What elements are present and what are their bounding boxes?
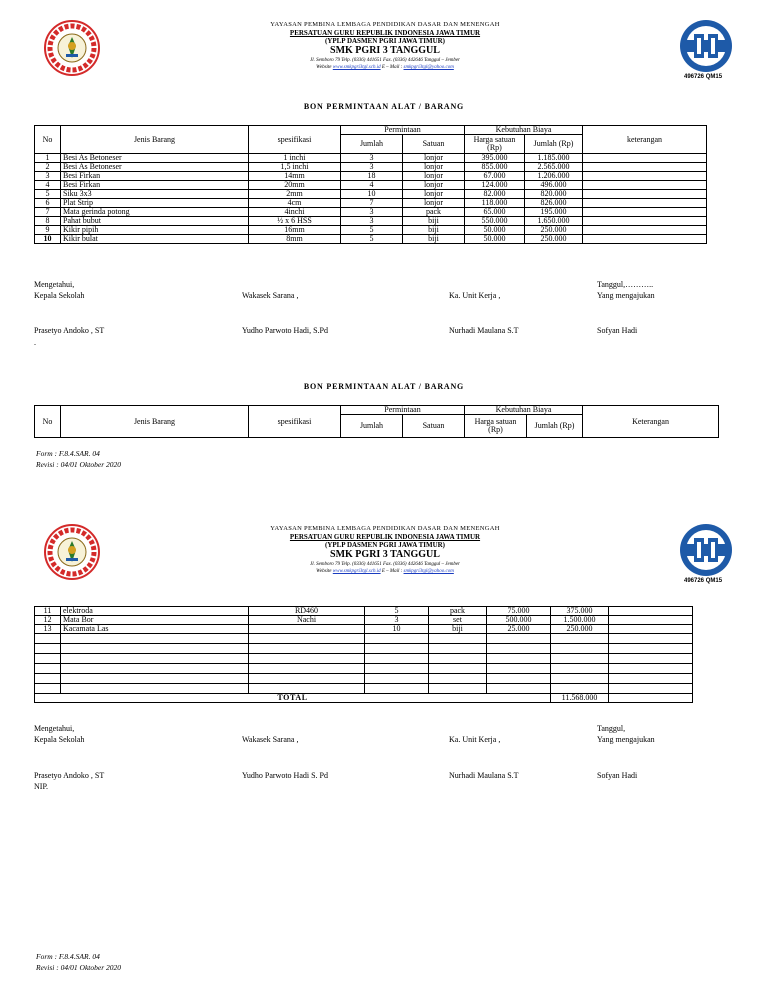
cell-satuan: biji: [429, 625, 487, 634]
empty-cell: [551, 684, 609, 694]
cell-total: 250.000: [551, 625, 609, 634]
cell-no: 9: [35, 226, 61, 235]
cell-jenis: Besi As Betoneser: [61, 163, 249, 172]
cell-jenis: Plat Strip: [61, 199, 249, 208]
header2-kebutuhan: Kebutuhan Biaya: [465, 406, 583, 415]
header-permintaan: Permintaan: [341, 126, 465, 135]
header-spesifikasi: spesifikasi: [249, 126, 341, 154]
cell-no: 12: [35, 616, 61, 625]
empty-cell: [609, 634, 693, 644]
empty-cell: [249, 644, 365, 654]
cell-jenis: elektroda: [61, 607, 249, 616]
empty-cell: [61, 684, 249, 694]
empty-cell: [429, 654, 487, 664]
empty-cell: [429, 664, 487, 674]
table-row: [35, 163, 707, 172]
table-row: [35, 616, 693, 625]
continuation-table: [34, 606, 693, 703]
cell-satuan: lonjor: [403, 172, 465, 181]
cell-spek: 1 inchi: [249, 154, 341, 163]
empty-cell: [609, 684, 693, 694]
cell-jumlah: 3: [341, 163, 403, 172]
cell-spek: 14mm: [249, 172, 341, 181]
form-code: Form : F.8.4.SAR. 04: [36, 449, 100, 458]
cell-spek: Nachi: [249, 616, 365, 625]
form-code: Form : F.8.4.SAR. 04: [36, 952, 100, 961]
cell-no: 5: [35, 190, 61, 199]
cell-spek: 2mm: [249, 190, 341, 199]
cell-harga: 50.000: [465, 235, 525, 244]
revision: Revisi : 04/01 Oktober 2020: [36, 963, 121, 972]
letterhead-top: [0, 18, 768, 98]
empty-cell: [551, 674, 609, 684]
association-abbrev: (YPLP DASMEN PGRI JAWA TIMUR): [324, 541, 446, 549]
continuation-table-body: [35, 607, 693, 703]
cell-keterangan: [609, 694, 693, 703]
header-jenis: Jenis Barang: [61, 126, 249, 154]
cell-jenis: Kikir bulat: [61, 235, 249, 244]
header2-no: No: [35, 406, 61, 438]
table-row: [35, 154, 707, 163]
cell-keterangan: [583, 226, 707, 235]
pengaju-name: Sofyan Hadi: [597, 326, 638, 335]
pgri-logo-icon: [44, 20, 100, 76]
cell-jenis: Mata Bor: [61, 616, 249, 625]
cell-satuan: pack: [429, 607, 487, 616]
cell-keterangan: [609, 616, 693, 625]
cell-jumlah: 3: [341, 208, 403, 217]
cell-total: 826.000: [525, 199, 583, 208]
empty-cell: [429, 684, 487, 694]
revision: Revisi : 04/01 Oktober 2020: [36, 460, 121, 469]
empty-cell: [365, 654, 429, 664]
cell-satuan: lonjor: [403, 154, 465, 163]
iso-code: 496726 QM15: [684, 578, 723, 584]
cell-spek: [249, 625, 365, 634]
table-row: [35, 625, 693, 634]
table-row: [35, 208, 707, 217]
total-row: [35, 694, 693, 703]
cell-total: 250.000: [525, 226, 583, 235]
cell-satuan: lonjor: [403, 163, 465, 172]
empty-row: [35, 664, 693, 674]
website-label: Website: [316, 65, 332, 70]
empty-cell: [61, 674, 249, 684]
empty-cell: [609, 644, 693, 654]
cell-no: 2: [35, 163, 61, 172]
cell-jumlah: 3: [365, 616, 429, 625]
empty-cell: [365, 674, 429, 684]
cell-harga: 67.000: [465, 172, 525, 181]
tanggul-label: Tanggul,………..: [597, 280, 654, 289]
empty-cell: [551, 664, 609, 674]
empty-cell: [61, 664, 249, 674]
cell-satuan: biji: [403, 217, 465, 226]
empty-cell: [365, 644, 429, 654]
mengetahui-label: Mengetahui,: [34, 724, 75, 733]
empty-cell: [35, 634, 61, 644]
header-jumlah-rp: Jumlah (Rp): [525, 135, 583, 154]
cell-total: 1.206.000: [525, 172, 583, 181]
cell-spek: 20mm: [249, 181, 341, 190]
empty-cell: [249, 674, 365, 684]
request-table-body: [35, 154, 707, 244]
table-row: [35, 181, 707, 190]
empty-cell: [35, 644, 61, 654]
cell-harga: 82.000: [465, 190, 525, 199]
cell-jenis: Siku 3x3: [61, 190, 249, 199]
cell-total: 250.000: [525, 235, 583, 244]
header-jumlah: Jumlah: [341, 135, 403, 154]
school-address: Jl. Semboro 79 Telp. (0336) 441651 Fax. (0336) 442646 Tanggul – Jember: [310, 562, 460, 567]
empty-cell: [487, 664, 551, 674]
school-name: SMK PGRI 3 TANGGUL: [330, 549, 440, 560]
kepala-sekolah-name: Prasetyo Andoko , ST: [34, 771, 105, 780]
header2-jumlah-rp: Jumlah (Rp): [527, 415, 583, 438]
cell-total: 1.650.000: [525, 217, 583, 226]
document-title: BON PERMINTAAN ALAT / BARANG: [303, 102, 465, 111]
table-row: [35, 226, 707, 235]
cell-keterangan: [583, 199, 707, 208]
ka-unit-label: Ka. Unit Kerja ,: [449, 735, 501, 744]
header-no: No: [35, 126, 61, 154]
total-label: TOTAL: [35, 694, 551, 703]
cell-harga: 395.000: [465, 154, 525, 163]
cell-keterangan: [583, 217, 707, 226]
empty-cell: [35, 664, 61, 674]
total-value: 11.568.000: [551, 694, 609, 703]
website-link[interactable]: www.smkpgri3tgl.sch.id: [332, 569, 381, 574]
foundation-name: YAYASAN PEMBINA LEMBAGA PENDIDIKAN DASAR DAN MENENGAH: [270, 525, 500, 532]
empty-cell: [61, 634, 249, 644]
cell-spek: 1,5 inchi: [249, 163, 341, 172]
school-name: SMK PGRI 3 TANGGUL: [330, 45, 440, 56]
empty-cell: [487, 654, 551, 664]
pengaju-label: Yang mengajukan: [597, 735, 655, 744]
website-label: Website: [316, 569, 332, 574]
header-satuan: Satuan: [403, 135, 465, 154]
pgri-logo-icon: [44, 524, 100, 580]
empty-row: [35, 654, 693, 664]
cell-satuan: lonjor: [403, 190, 465, 199]
cell-spek: 8mm: [249, 235, 341, 244]
empty-row: [35, 634, 693, 644]
kepala-sekolah-name: Prasetyo Andoko , ST: [34, 326, 105, 335]
association-name: PERSATUAN GURU REPUBLIK INDONESIA JAWA TIMUR: [289, 533, 481, 541]
cell-harga: 25.000: [487, 625, 551, 634]
cell-no: 6: [35, 199, 61, 208]
cell-spek: RD460: [249, 607, 365, 616]
foundation-name: YAYASAN PEMBINA LEMBAGA PENDIDIKAN DASAR DAN MENENGAH: [270, 21, 500, 28]
table-row: [35, 217, 707, 226]
kepala-sekolah-label: Kepala Sekolah: [34, 291, 85, 300]
table-row: [35, 607, 693, 616]
email-label: E – Mail :: [381, 65, 403, 70]
empty-cell: [249, 684, 365, 694]
empty-cell: [551, 654, 609, 664]
empty-cell: [35, 674, 61, 684]
cell-total: 1.185.000: [525, 154, 583, 163]
header-kebutuhan: Kebutuhan Biaya: [465, 126, 583, 135]
cell-keterangan: [583, 154, 707, 163]
empty-cell: [249, 664, 365, 674]
empty-cell: [487, 674, 551, 684]
cell-jenis: Besi Firkan: [61, 172, 249, 181]
empty-row: [35, 644, 693, 654]
school-contact: [200, 568, 570, 575]
cell-harga: 65.000: [465, 208, 525, 217]
stray-dot: .: [34, 338, 36, 347]
header2-spesifikasi: spesifikasi: [249, 406, 341, 438]
table-row: [35, 172, 707, 181]
cell-no: 10: [35, 235, 61, 244]
cell-satuan: biji: [403, 235, 465, 244]
cell-jenis: Mata gerinda potong: [61, 208, 249, 217]
cell-no: 8: [35, 217, 61, 226]
cell-keterangan: [609, 625, 693, 634]
empty-cell: [35, 684, 61, 694]
header2-jumlah: Jumlah: [341, 415, 403, 438]
cell-no: 13: [35, 625, 61, 634]
cell-harga: 550.000: [465, 217, 525, 226]
empty-cell: [429, 634, 487, 644]
cell-keterangan: [583, 235, 707, 244]
cell-no: 3: [35, 172, 61, 181]
header2-keterangan: Keterangan: [583, 406, 719, 438]
cell-spek: 4cm: [249, 199, 341, 208]
empty-cell: [429, 674, 487, 684]
cell-jumlah: 5: [341, 226, 403, 235]
cell-no: 11: [35, 607, 61, 616]
cell-total: 2.565.000: [525, 163, 583, 172]
cell-harga: 50.000: [465, 226, 525, 235]
empty-cell: [487, 684, 551, 694]
email-link[interactable]: smkpgri3tgl@yahoo.com: [403, 569, 454, 574]
cell-jumlah: 4: [341, 181, 403, 190]
association-name: PERSATUAN GURU REPUBLIK INDONESIA JAWA TIMUR: [289, 29, 481, 37]
table-row: [35, 199, 707, 208]
pengaju-name: Sofyan Hadi: [597, 771, 638, 780]
empty-cell: [609, 664, 693, 674]
cell-spek: 16mm: [249, 226, 341, 235]
empty-cell: [61, 654, 249, 664]
kepala-sekolah-label: Kepala Sekolah: [34, 735, 85, 744]
website-link[interactable]: www.smkpgri3tgl.sch.id: [332, 65, 381, 70]
cell-jumlah: 3: [341, 154, 403, 163]
header-harga: Harga satuan (Rp): [465, 135, 525, 154]
table-row: [35, 235, 707, 244]
empty-cell: [487, 644, 551, 654]
cell-satuan: biji: [403, 226, 465, 235]
empty-cell: [429, 644, 487, 654]
mengetahui-label: Mengetahui,: [34, 280, 75, 289]
header2-harga: Harga satuan (Rp): [465, 415, 527, 438]
email-label: E – Mail :: [381, 569, 403, 574]
cell-no: 4: [35, 181, 61, 190]
cell-jumlah: 10: [365, 625, 429, 634]
cell-jumlah: 3: [341, 217, 403, 226]
cell-keterangan: [583, 208, 707, 217]
cell-satuan: pack: [403, 208, 465, 217]
cell-total: 820.000: [525, 190, 583, 199]
wakasek-name: Yudho Parwoto Hadi S. Pd: [242, 771, 329, 780]
empty-row: [35, 674, 693, 684]
cell-jenis: Kikir pipih: [61, 226, 249, 235]
empty-cell: [365, 634, 429, 644]
cell-keterangan: [609, 607, 693, 616]
cell-harga: 855.000: [465, 163, 525, 172]
empty-cell: [249, 654, 365, 664]
document-title-2: BON PERMINTAAN ALAT / BARANG: [303, 382, 465, 391]
empty-cell: [61, 644, 249, 654]
cell-spek: 4inchi: [249, 208, 341, 217]
cell-no: 1: [35, 154, 61, 163]
header-keterangan: keterangan: [583, 126, 707, 154]
pengaju-label: Yang mengajukan: [597, 291, 655, 300]
tanggul-label: Tanggul,: [597, 724, 626, 733]
cell-satuan: lonjor: [403, 181, 465, 190]
request-table: [34, 125, 707, 244]
empty-cell: [249, 634, 365, 644]
cell-jumlah: 7: [341, 199, 403, 208]
cell-jumlah: 18: [341, 172, 403, 181]
wakasek-label: Wakasek Sarana ,: [242, 735, 299, 744]
association-abbrev: (YPLP DASMEN PGRI JAWA TIMUR): [324, 37, 446, 45]
cell-satuan: lonjor: [403, 199, 465, 208]
empty-row: [35, 684, 693, 694]
cell-total: 496.000: [525, 181, 583, 190]
empty-cell: [365, 684, 429, 694]
empty-cell: [609, 654, 693, 664]
cell-jenis: Besi As Betoneser: [61, 154, 249, 163]
request-table-2: [34, 405, 719, 438]
table-row: [35, 190, 707, 199]
wakasek-name: Yudho Parwoto Hadi, S.Pd: [242, 326, 329, 335]
iso-code: 496726 QM15: [684, 74, 723, 80]
cell-harga: 500.000: [487, 616, 551, 625]
letterhead-bottom: [0, 522, 768, 602]
empty-cell: [551, 644, 609, 654]
cell-harga: 118.000: [465, 199, 525, 208]
cell-harga: 124.000: [465, 181, 525, 190]
school-address: Jl. Semboro 79 Telp. (0336) 441651 Fax. (0336) 442646 Tanggul – Jember: [310, 58, 460, 63]
email-link[interactable]: smkpgri3tgl@yahoo.com: [403, 65, 454, 70]
cell-jumlah: 5: [341, 235, 403, 244]
cell-total: 195.000: [525, 208, 583, 217]
cell-jenis: Kacamata Las: [61, 625, 249, 634]
ka-unit-label: Ka. Unit Kerja ,: [449, 291, 501, 300]
cell-jenis: Pahat bubut: [61, 217, 249, 226]
empty-cell: [35, 654, 61, 664]
ka-unit-name: Nurhadi Maulana S.T: [449, 771, 519, 780]
empty-cell: [551, 634, 609, 644]
cell-keterangan: [583, 172, 707, 181]
wakasek-label: Wakasek Sarana ,: [242, 291, 299, 300]
empty-cell: [365, 664, 429, 674]
cell-keterangan: [583, 181, 707, 190]
cell-no: 7: [35, 208, 61, 217]
cell-jumlah: 10: [341, 190, 403, 199]
cell-keterangan: [583, 190, 707, 199]
nip-label: NIP.: [34, 782, 49, 791]
cell-spek: ½ x 6 HSS: [249, 217, 341, 226]
ka-unit-name: Nurhadi Maulana S.T: [449, 326, 519, 335]
header2-permintaan: Permintaan: [341, 406, 465, 415]
school-contact: [200, 64, 570, 71]
header2-jenis: Jenis Barang: [61, 406, 249, 438]
cell-harga: 75.000: [487, 607, 551, 616]
cell-satuan: set: [429, 616, 487, 625]
empty-cell: [609, 674, 693, 684]
empty-cell: [487, 634, 551, 644]
cell-jumlah: 5: [365, 607, 429, 616]
cell-total: 375.000: [551, 607, 609, 616]
header2-satuan: Satuan: [403, 415, 465, 438]
cell-jenis: Besi Firkan: [61, 181, 249, 190]
cell-keterangan: [583, 163, 707, 172]
cell-total: 1.500.000: [551, 616, 609, 625]
